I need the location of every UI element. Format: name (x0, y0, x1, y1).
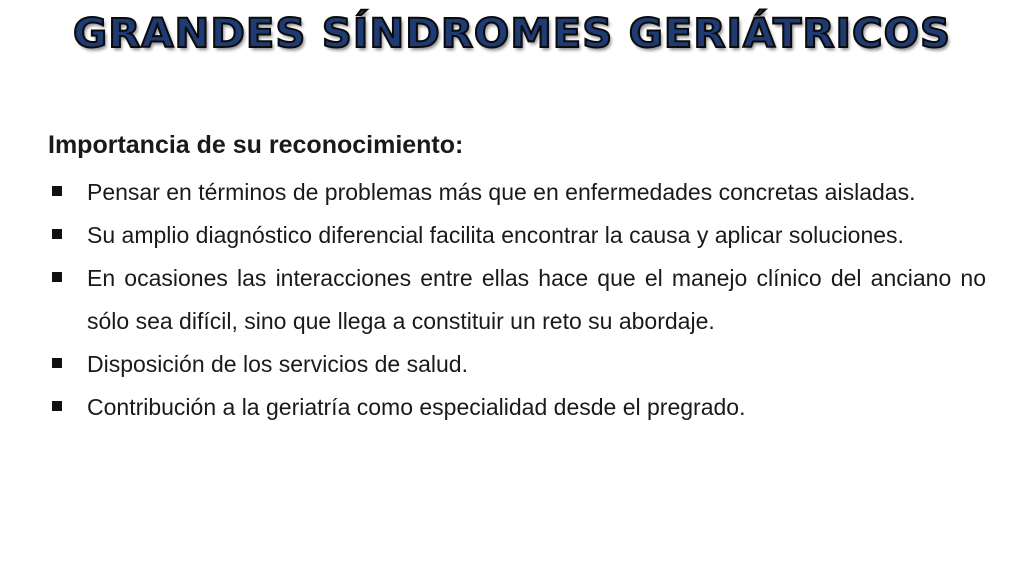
bullet-text: Contribución a la geriatría como especialidad desde el pregrado. (87, 394, 746, 420)
section-subheading: Importancia de su reconocimiento: (48, 131, 464, 159)
square-bullet-icon (52, 401, 62, 411)
bullet-text: Su amplio diagnóstico diferencial facilita encontrar la causa y aplicar soluciones. (87, 222, 904, 248)
square-bullet-icon (52, 229, 62, 239)
bullet-item (48, 214, 986, 257)
bullet-item (48, 386, 986, 429)
bullet-text: Pensar en términos de problemas más que en enfermedades concretas aisladas. (87, 179, 916, 205)
bullet-text: Disposición de los servicios de salud. (87, 351, 468, 377)
square-bullet-icon (52, 358, 62, 368)
bullet-item (48, 257, 986, 343)
slide-title: GRANDES SÍNDROMES GERIÁTRICOS (73, 11, 951, 57)
slide-content (48, 123, 986, 429)
bullet-list (48, 171, 986, 429)
square-bullet-icon (52, 186, 62, 196)
square-bullet-icon (52, 272, 62, 282)
bullet-item (48, 171, 986, 214)
bullet-item (48, 343, 986, 386)
bullet-text: En ocasiones las interacciones entre ellas hace que el manejo clínico del anciano no sólo sea difícil, sino que llega a constituir un reto su abordaje. (87, 265, 986, 334)
